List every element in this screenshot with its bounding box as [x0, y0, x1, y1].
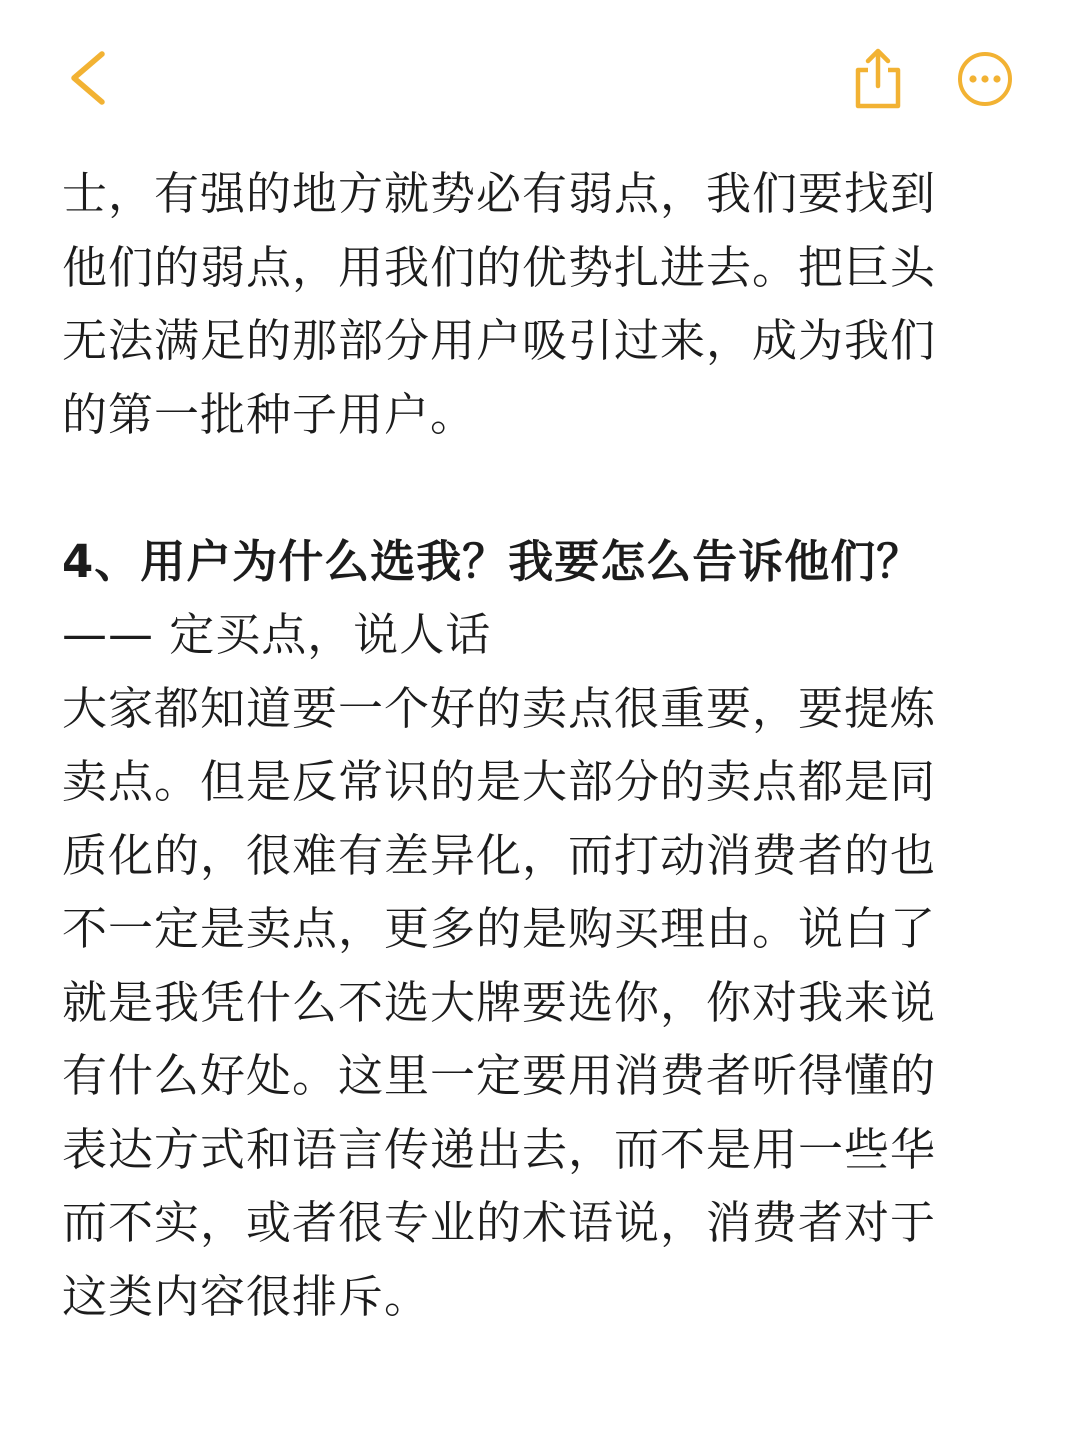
note-line: 而不实，或者很专业的术语说，消费者对于	[62, 1196, 937, 1249]
note-line: 表达方式和语言传递出去，而不是用一些华	[62, 1122, 937, 1176]
share-icon[interactable]	[850, 46, 906, 110]
note-line: 就是我凭什么不选大牌要选你，你对我来说	[62, 975, 937, 1029]
note-line: 质化的，很难有差异化，而打动消费者的也	[62, 828, 937, 882]
note-line: 他们的弱点，用我们的优势扎进去。把巨头	[62, 240, 937, 294]
note-line: 士，有强的地方就势必有弱点，我们要找到	[62, 167, 937, 220]
navigation-bar	[0, 0, 1080, 150]
section-heading: 4、用户为什么选我？我要怎么告诉他们？	[62, 534, 923, 588]
note-line: 的第一批种子用户。	[62, 387, 477, 441]
note-line: 大家都知道要一个好的卖点很重要，要提炼	[62, 681, 937, 735]
paragraph-spacer	[62, 451, 1002, 525]
chevron-left-icon[interactable]	[62, 50, 114, 106]
note-content	[62, 157, 1002, 1333]
note-line: 不一定是卖点，更多的是购买理由。说白了	[62, 902, 937, 955]
more-icon[interactable]	[956, 50, 1014, 108]
note-line: 无法满足的那部分用户吸引过来，成为我们	[62, 314, 937, 367]
section-subheading: —— 定买点，说人话	[62, 608, 492, 661]
note-line: 卖点。但是反常识的是大部分的卖点都是同	[62, 755, 937, 808]
note-line: 有什么好处。这里一定要用消费者听得懂的	[62, 1049, 937, 1102]
note-line: 这类内容很排斥。	[62, 1269, 431, 1323]
